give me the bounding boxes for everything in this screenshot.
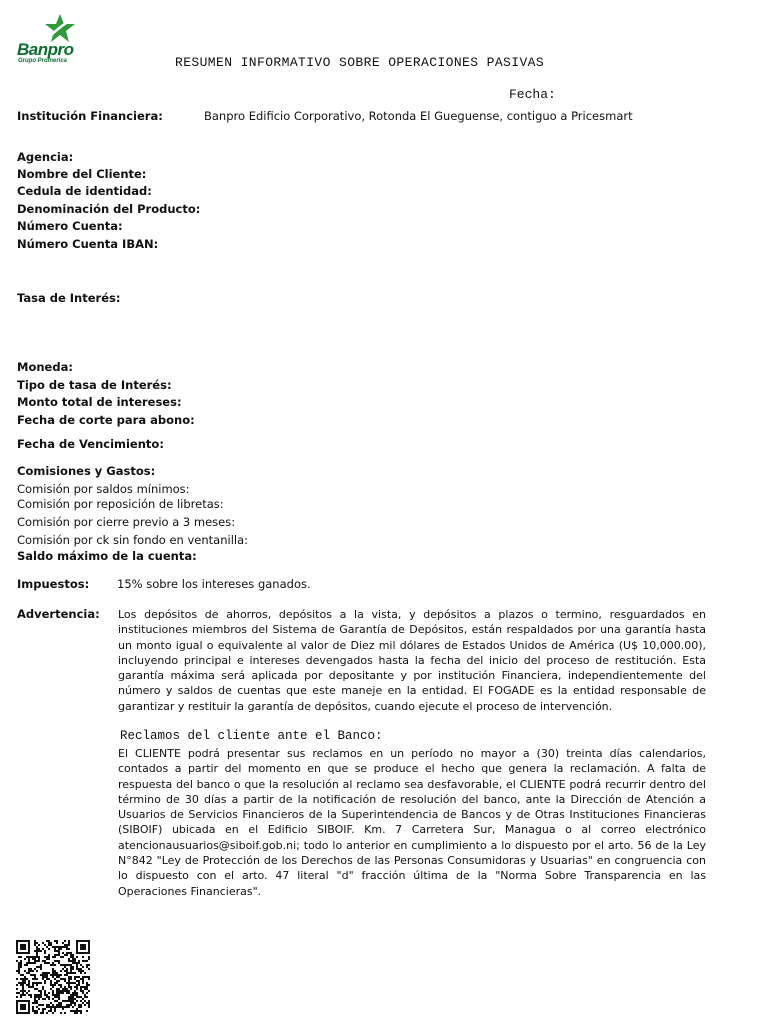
field-tipo-tasa: Tipo de tasa de Interés:	[17, 378, 172, 392]
advertencia-label: Advertencia:	[17, 607, 100, 621]
document-title: RESUMEN INFORMATIVO SOBRE OPERACIONES PASIVAS	[175, 55, 545, 70]
field-numero-cuenta: Número Cuenta:	[17, 219, 123, 233]
field-fecha-vencimiento: Fecha de Vencimiento:	[17, 437, 164, 451]
qr-code-icon	[16, 940, 90, 1016]
comision-reposicion-libretas: Comisión por reposición de libretas:	[17, 497, 224, 511]
field-moneda: Moneda:	[17, 360, 73, 374]
field-monto-intereses: Monto total de intereses:	[17, 395, 182, 409]
field-agencia: Agencia:	[17, 150, 74, 164]
advertencia-text: Los depósitos de ahorros, depósitos a la vista, y depósitos a plazos o termino, resguardados en instituciones miembros del Sistema de Garantía de Depósitos, están respaldados por una garantía hasta un monto igual o equivalente al valor de Diez mil dólares de Estados Unidos de América (U$ 10,000.00), incluyendo principal e intereses devengados hasta la fecha del inicio del proceso de restitución. Esta garantía máxima será aplicada por depositante y por institución Financiera, independientemente del número y saldos de cuentas que este maneje en la entidad. El FOGADE es la entidad responsable de garantizar y restituir la garantía de depósitos, cuando ejecute el proceso de intervención.	[118, 608, 706, 713]
institucion-value: Banpro Edificio Corporativo, Rotonda El Gueguense, contiguo a Pricesmart	[204, 109, 633, 123]
field-tasa-interes: Tasa de Interés:	[17, 291, 121, 305]
logo-subtext: Grupo Promerica	[18, 58, 68, 64]
impuestos-label: Impuestos:	[17, 577, 90, 591]
comision-ck-sin-fondo: Comisión por ck sin fondo en ventanilla:	[17, 533, 249, 547]
institucion-label: Institución Financiera:	[17, 109, 163, 123]
impuestos-value: 15% sobre los intereses ganados.	[117, 577, 311, 591]
fecha-label: Fecha:	[509, 87, 556, 102]
comision-saldos-minimos: Comisión por saldos mínimos:	[17, 482, 190, 496]
reclamos-text: El CLIENTE podrá presentar sus reclamos en un período no mayor a (30) treinta días calendarios, contados a partir del momento en que se produce el hecho que genera la reclamación. A falta de respuesta del banco o que la resolución al reclamo sea desfavorable, el CLIENTE podrá recurrir dentro del término de 30 días a partir de la notificación de resolución del banco, ante la Dirección de Atención a Usuarios de Servicios Financieros de la Superintendencia de Bancos y de Otras Instituciones Financieras (SIBOIF) ubicada en el Edificio SIBOIF. Km. 7 Carretera Sur, Managua o al correo electrónico atencionausuarios@siboif.gob.ni; todo lo anterior en cumplimiento a lo dispuesto por el arto. 56 de la Ley N°842 "Ley de Protección de los Derechos de las Personas Consumidoras y Usuarias" en congruencia con lo dispuesto con el arto. 47 literal "d" fracción última de la "Norma Sobre Transparencia en las Operaciones Financieras".	[118, 747, 706, 898]
logo-wordmark: Banpro	[17, 40, 74, 59]
field-fecha-corte: Fecha de corte para abono:	[17, 413, 195, 427]
comision-cierre-previo: Comisión por cierre previo a 3 meses:	[17, 515, 236, 529]
comisiones-heading: Comisiones y Gastos:	[17, 464, 156, 478]
reclamos-heading: Reclamos del cliente ante el Banco:	[120, 729, 383, 743]
field-denominacion-producto: Denominación del Producto:	[17, 202, 201, 216]
field-numero-cuenta-iban: Número Cuenta IBAN:	[17, 237, 159, 251]
field-nombre-cliente: Nombre del Cliente:	[17, 167, 147, 181]
field-saldo-maximo: Saldo máximo de la cuenta:	[17, 549, 197, 563]
field-cedula: Cedula de identidad:	[17, 184, 152, 198]
